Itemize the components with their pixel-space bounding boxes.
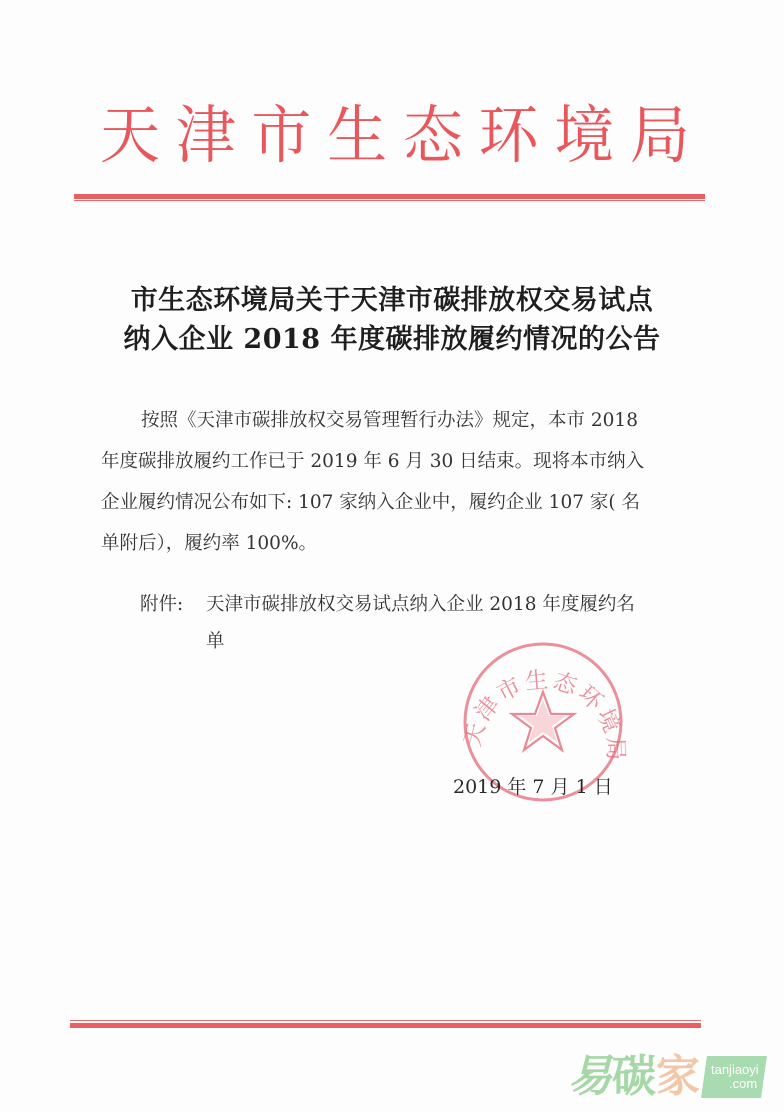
title-line: 纳入企业 2018 年度碳排放履约情况的公告 — [123, 324, 661, 355]
issue-date: 2019 年 7 月 1 日 — [453, 776, 613, 798]
letterhead-char: 环 — [478, 99, 539, 173]
document-title — [90, 281, 694, 359]
attachment-line: 天津市碳排放权交易试点纳入企业 2018 年度履约名 — [206, 594, 635, 615]
footer-divider-thin — [70, 1020, 701, 1021]
body-line: 按照《天津市碳排放权交易管理暂行办法》规定，本市 2018 — [141, 410, 638, 431]
attachment-line: 单 — [206, 631, 225, 652]
title-line: 市生态环境局关于天津市碳排放权交易试点 — [130, 285, 654, 316]
letterhead-char: 市 — [251, 99, 312, 173]
letterhead-char: 态 — [402, 99, 463, 173]
watermark-char: 易 — [568, 1051, 612, 1102]
agency-letterhead — [100, 100, 690, 172]
tanjiaoyi-watermark — [568, 1048, 778, 1106]
document-body — [101, 400, 693, 564]
badge-line: .com — [728, 1076, 758, 1091]
body-line: 企业履约情况公布如下: 107 家纳入企业中，履约企业 107 家( 名 — [101, 492, 640, 513]
header-divider-thin — [74, 200, 705, 201]
footer-divider-thick — [70, 1023, 701, 1028]
body-line: 单附后），履约率 100%。 — [101, 533, 318, 554]
watermark-char: 家 — [656, 1051, 700, 1102]
letterhead-char: 境 — [554, 99, 615, 173]
letterhead-char: 生 — [327, 99, 388, 173]
star-icon — [512, 692, 574, 750]
letterhead-char: 天 — [100, 99, 160, 173]
seal-text: 天津市生态环境局 — [459, 667, 628, 764]
attachment-label: 附件: — [140, 594, 184, 615]
badge-line: tanjiaoyi — [711, 1062, 759, 1077]
watermark-domain-badge — [701, 1056, 767, 1098]
watermark-char: 碳 — [612, 1051, 656, 1102]
body-line: 年度碳排放履约工作已于 2019 年 6 月 30 日结束。现将本市纳入 — [101, 451, 645, 472]
header-divider-thick — [74, 194, 705, 199]
letterhead-char: 局 — [629, 99, 690, 173]
letterhead-char: 津 — [175, 99, 236, 173]
